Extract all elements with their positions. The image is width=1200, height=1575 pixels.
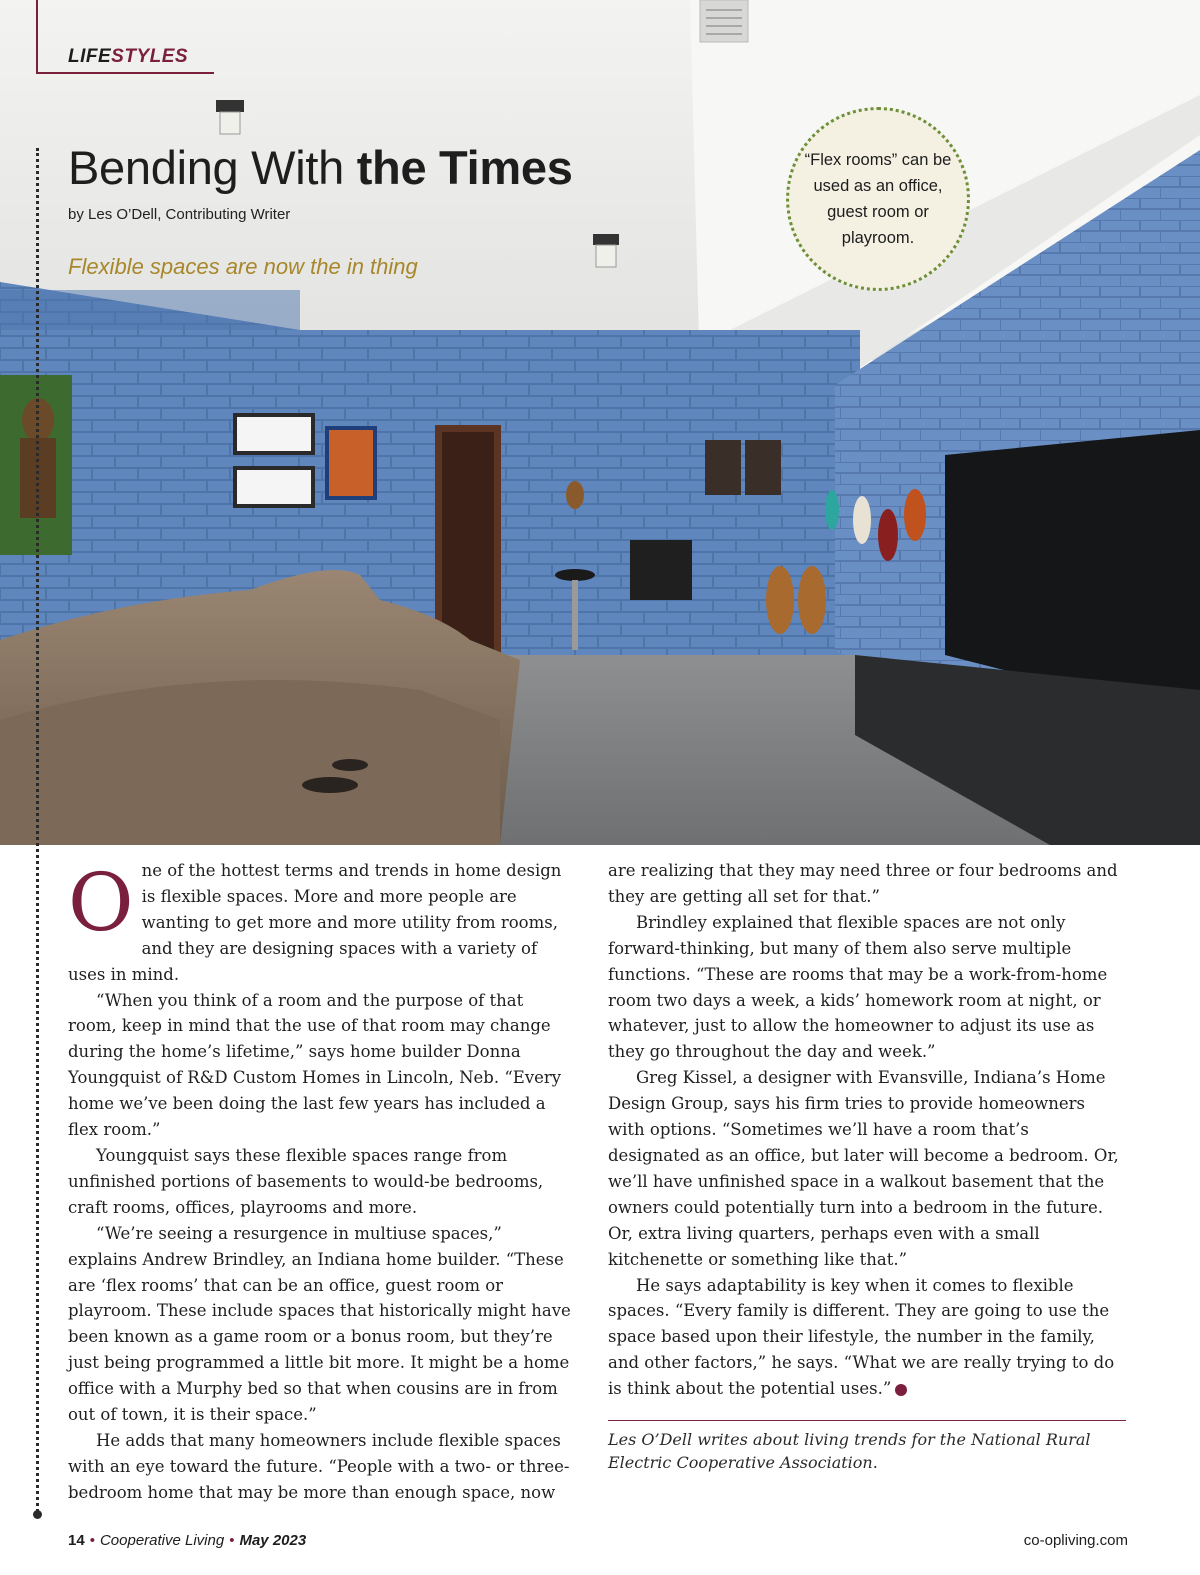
folio (68, 1532, 306, 1549)
article-paragraph: Brindley explained that flexible spaces are not only forward-thinking, but many of them also serve multiple functions. “These are rooms that may be a work-from-home room two days a week, a kids’ homework room at night, or whatever, just to allow the homeowner to adjust its use as they go throughout the day and week.” (608, 912, 1108, 1062)
paragraph-text: He says adaptability is key when it comes to flexible spaces. “Every family is different. They are going to use the space based upon their lifestyle, the number in the family, and other factors,” he says. “What we are really trying to do is think about the potential uses.” (608, 1275, 1115, 1399)
article-paragraph (608, 1273, 1124, 1403)
author-bio: Les O’Dell writes about living trends for the National Rural Electric Cooperative Association. (608, 1430, 1091, 1472)
website-link[interactable]: co-opliving.com (1023, 1532, 1128, 1549)
article-paragraph: Youngquist says these flexible spaces range from unfinished portions of basements to would-be bedrooms, craft rooms, offices, playrooms and more. (68, 1145, 544, 1217)
pull-quote-text: “Flex rooms” can be used as an office, guest room or playroom. (804, 151, 952, 247)
section-rule (36, 72, 214, 74)
dotted-rule-end (33, 1510, 42, 1519)
article-paragraph (68, 858, 574, 988)
top-accent-rule (36, 0, 38, 74)
article-paragraph: “We’re seeing a resurgence in multiuse spaces,” explains Andrew Brindley, an Indiana home builder. “These are ‘flex rooms’ that can be an office, guest room or playroom. These include spaces that historically might have been known as a game room or a bonus room, but they’re just being programmed a little bit more. It might be a home office with a Murphy bed so that when cousins are in from out of town, it is their space.” (68, 1223, 571, 1425)
pull-quote-callout (786, 107, 970, 291)
headline-part1: Bending With (68, 141, 357, 194)
bullet-icon: • (89, 1532, 95, 1549)
article-paragraph: are realizing that they may need three or four bedrooms and they are getting all set for that.” (608, 861, 1118, 906)
article-column-1 (68, 858, 574, 1506)
dotted-margin-rule (36, 148, 39, 1518)
end-mark-icon (895, 1384, 907, 1396)
section-label-part1: LIFE (68, 46, 112, 67)
bio-rule (608, 1420, 1126, 1421)
article-paragraph: He adds that many homeowners include flexible spaces with an eye toward the future. “People with a two- or three-bedroom home that may be more than enough space, now (68, 1430, 570, 1502)
paragraph-text: ne of the hottest terms and trends in home design is flexible spaces. More and more people are wanting to get more and more utility from rooms, and they are designing spaces with a variety of uses in mind. (68, 861, 562, 984)
bullet-icon: • (229, 1532, 235, 1549)
article-paragraph: Greg Kissel, a designer with Evansville, Indiana’s Home Design Group, says his firm tries to provide homeowners with options. “Sometimes we’ll have a room that’s designated as an office, but later will become a bedroom. Or, we’ll have unfinished space in a walkout basement that the owners could potentially turn into a bedroom in the future. Or, extra living quarters, perhaps even with a small kitchenette or something like that.” (608, 1068, 1119, 1269)
section-label (68, 46, 188, 68)
section-label-part2: STYLES (111, 46, 189, 67)
article-column-2 (608, 858, 1124, 1402)
byline: by Les O’Dell, Contributing Writer (68, 206, 291, 223)
page-number: 14 (68, 1532, 85, 1549)
article-paragraph: “When you think of a room and the purpose of that room, keep in mind that the use of that room may change during the home’s lifetime,” says home builder Donna Youngquist of R&D Custom Homes in Lincoln, Neb. “Every home we’ve been doing the last few years has included a flex room.” (68, 990, 562, 1140)
publication-name: Cooperative Living (99, 1532, 225, 1549)
issue-date: May 2023 (239, 1532, 307, 1549)
headline-part2: the Times (356, 141, 573, 194)
drop-cap: O (68, 856, 134, 949)
deck: Flexible spaces are now the in thing (68, 254, 418, 279)
headline (68, 140, 573, 195)
